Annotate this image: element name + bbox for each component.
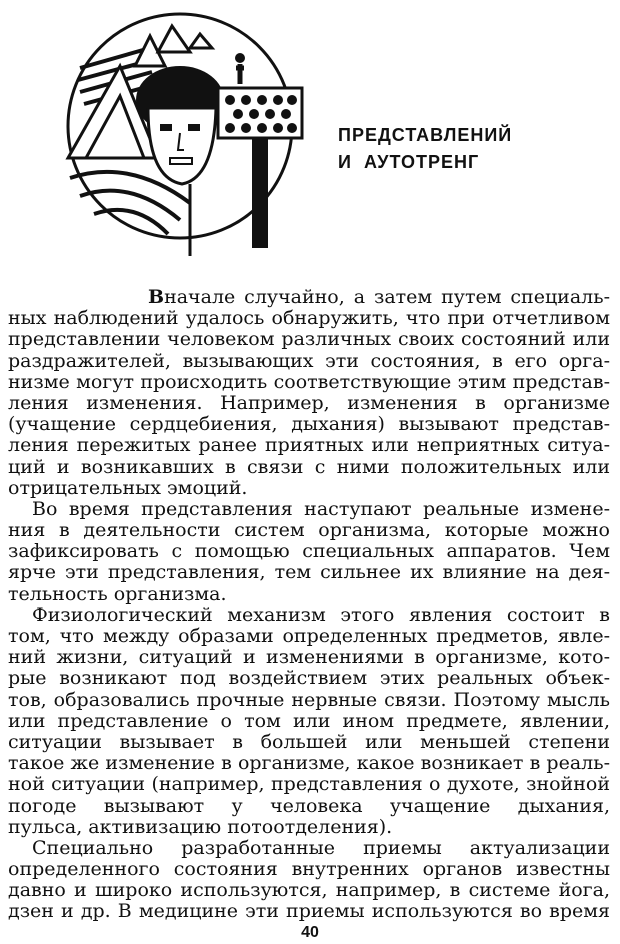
text-line: представлении человеком различных своих состояний или — [8, 329, 610, 351]
text-line: такое же изменение в организме, какое возникает в реаль- — [8, 753, 610, 775]
text-line: или представление о том или ином предмете, явлении, — [8, 710, 610, 732]
text-line: ных наблюдений удалось обнаружить, что при отчетливом — [8, 308, 610, 330]
text-line: ления пережитых ранее приятных или неприятных ситуа- — [8, 435, 610, 457]
mountains-icon — [135, 26, 212, 66]
text-line: том, что между образами определенных предметов, явле- — [8, 626, 610, 647]
text-line: погоде вызывают у человека учащение дыхания, — [8, 795, 610, 817]
text-line: ситуации вызывает в большей или меньшей степени — [8, 731, 610, 753]
text-line: ций и возникавших в связи с ними положительных или — [8, 456, 610, 478]
text-line: ний жизни, ситуаций и изменениями в организме, кото- — [8, 647, 610, 669]
face-icon — [136, 66, 224, 184]
chapter-title-line: ПРЕДСТАВЛЕНИЙ — [338, 125, 513, 145]
drop-cap: В — [148, 287, 165, 308]
text-line: ления изменения. Например, изменения в организме — [8, 392, 610, 414]
text-line-rest: начале случайно, а затем путем специаль- — [164, 287, 610, 308]
text-line: тов, образовались прочные нервные связи. Поэтому мысль — [8, 689, 610, 711]
text-line: (учащение сердцебиения, дыхания) вызывают представ- — [8, 414, 610, 436]
chapter-title — [338, 122, 512, 176]
text-line: Специально разработанные приемы актуализации — [32, 837, 610, 859]
text-line — [8, 287, 610, 308]
text-line: Физиологический механизм этого явления состоит в — [32, 604, 610, 626]
text-line: дзен и др. В медицине эти приемы используются во время — [8, 901, 610, 923]
text-line: ния в деятельности систем организма, которые можно — [8, 520, 610, 542]
text-line: низме могут происходить соответствующие этим представ- — [8, 371, 610, 393]
emblem-illustration — [40, 8, 320, 258]
text-line: пульса, активизацию потоотделения). — [8, 816, 393, 838]
text-line: давно и широко используются, например, в системе йога, — [8, 880, 610, 902]
text-line: отрицательных эмоций. — [8, 477, 248, 499]
text-line: зафиксировать с помощью специальных аппаратов. Чем — [8, 541, 610, 563]
text-line: Во время представления наступают реальные измене- — [32, 498, 610, 520]
page-number: 40 — [301, 924, 319, 941]
text-line: определенного состояния внутренних органов известны — [8, 859, 610, 881]
text-line: ярче эти представления, тем сильнее их влияние на дея- — [8, 562, 610, 584]
text-line: ной ситуации (например, представления о духоте, знойной — [8, 774, 610, 796]
text-line: тельность организма. — [8, 583, 227, 605]
chapter-title-line: И АУТОТРЕНГ — [338, 152, 480, 172]
body-text — [8, 287, 610, 923]
text-line: раздражителей, вызывающих эти состояния, в его орга- — [8, 350, 610, 372]
text-line: рые возникают под воздействием этих реальных объек- — [8, 668, 610, 690]
